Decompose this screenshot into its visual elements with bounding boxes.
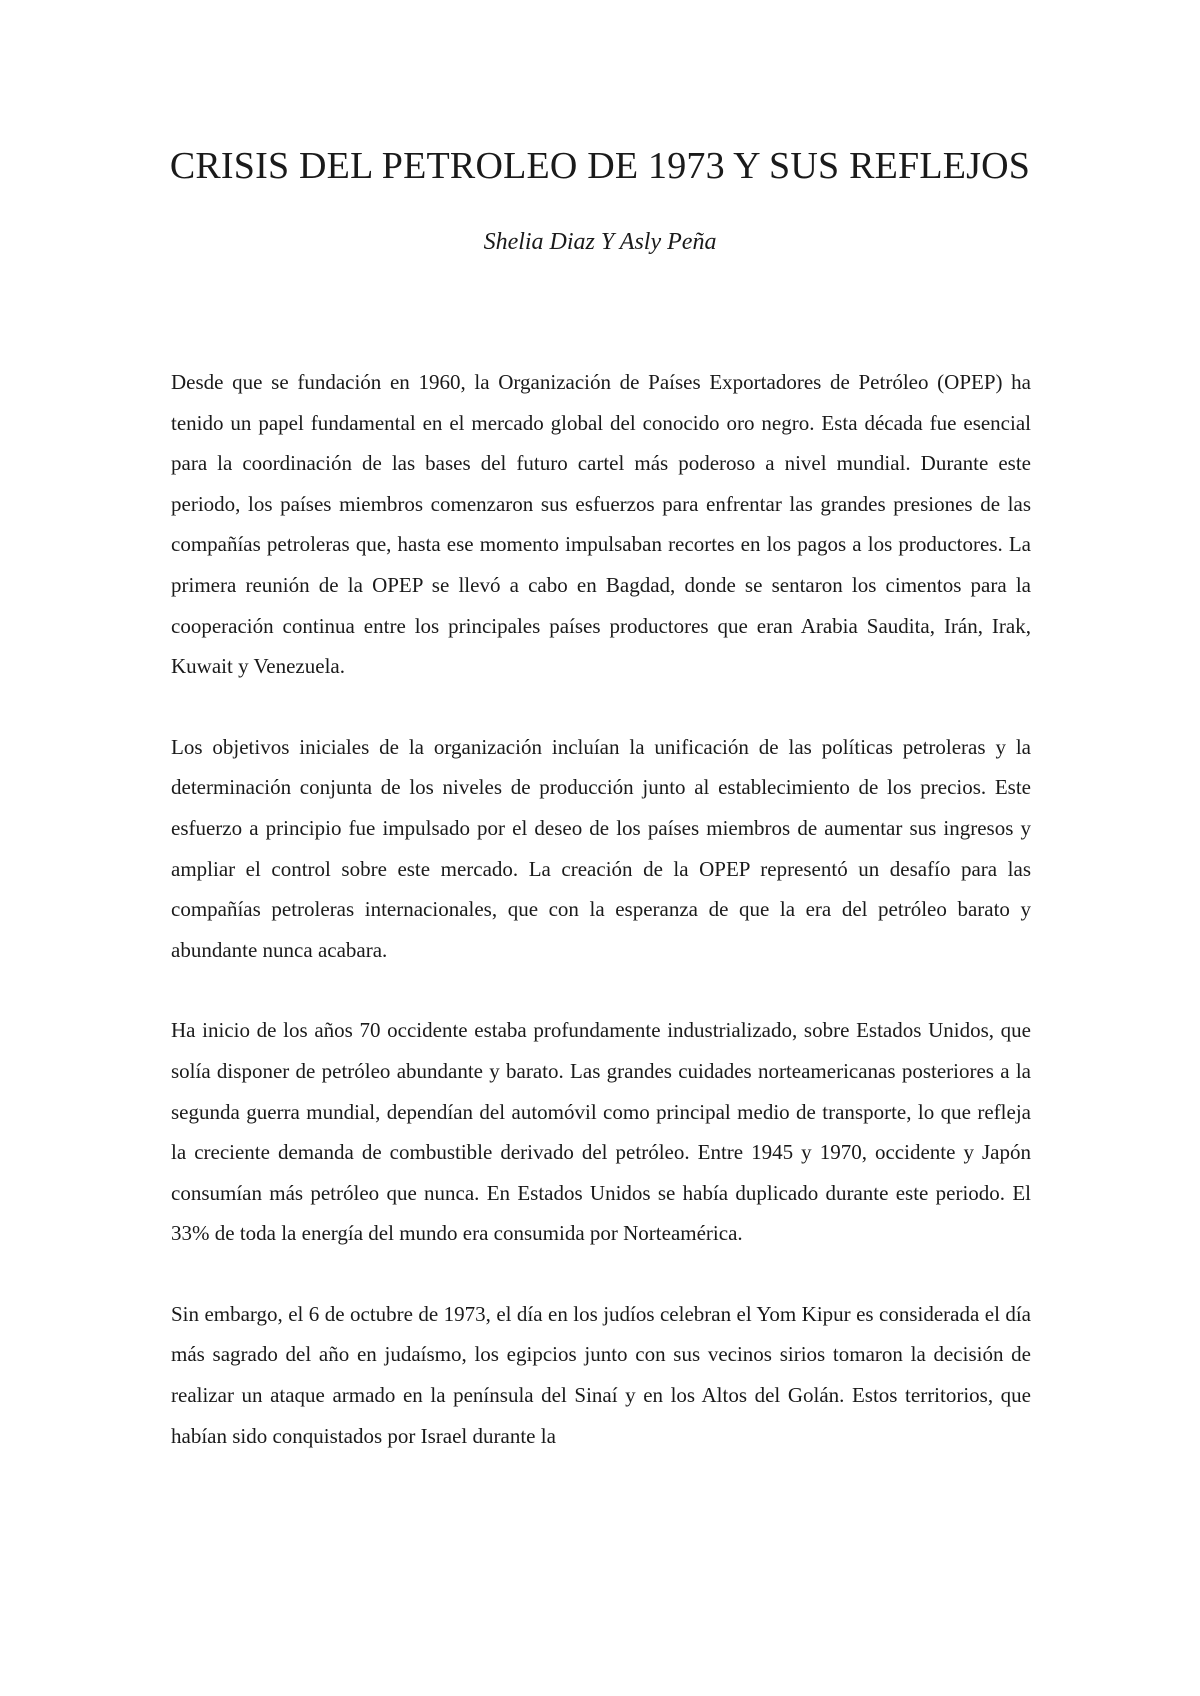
body-paragraph: Sin embargo, el 6 de octubre de 1973, el día en los judíos celebran el Yom Kipur es considerada el día más sagrado del año en judaísmo, los egipcios junto con sus vecinos sirios tomaron la decisión de realizar un ataque armado en la península del Sinaí y en los Altos del Golán. Estos territorios, que habían sido conquistados por Israel durante la	[171, 1301, 1031, 1448]
body-paragraph: Ha inicio de los años 70 occidente estaba profundamente industrializado, sobre Estados Unidos, que solía disponer de petróleo abundante y barato. Las grandes cuidades norteamericanas posteriores a la segunda guerra mundial, dependían del automóvil como principal medio de transporte, lo que refleja la creciente demanda de combustible derivado del petróleo. Entre 1945 y 1970, occidente y Japón consumían más petróleo que nunca. En Estados Unidos se había duplicado durante este periodo. El 33% de toda la energía del mundo era consumida por Norteamérica.	[171, 1018, 1031, 1246]
document-body	[171, 362, 1031, 1456]
body-paragraph: Los objetivos iniciales de la organización incluían la unificación de las políticas petroleras y la determinación conjunta de los niveles de producción junto al establecimiento de los precios. Este esfuerzo a principio fue impulsado por el deseo de los países miembros de aumentar sus ingresos y ampliar el control sobre este mercado. La creación de la OPEP representó un desafío para las compañías petroleras internacionales, que con la esperanza de que la era del petróleo barato y abundante nunca acabara.	[171, 734, 1031, 962]
document-authors: Shelia Diaz Y Asly Peña	[483, 229, 717, 255]
body-paragraph: Desde que se fundación en 1960, la Organización de Países Exportadores de Petróleo (OPEP) ha tenido un papel fundamental en el mercado global del conocido oro negro. Esta década fue esencial para la coordinación de las bases del futuro cartel más poderoso a nivel mundial. Durante este periodo, los países miembros comenzaron sus esfuerzos para enfrentar las grandes presiones de las compañías petroleras que, hasta ese momento impulsaban recortes en los pagos a los productores. La primera reunión de la OPEP se llevó a cabo en Bagdad, donde se sentaron los cimentos para la cooperación continua entre los principales países productores que eran Arabia Saudita, Irán, Irak, Kuwait y Venezuela.	[171, 370, 1031, 679]
document-title: CRISIS DEL PETROLEO DE 1973 Y SUS REFLEJOS	[169, 145, 1031, 187]
